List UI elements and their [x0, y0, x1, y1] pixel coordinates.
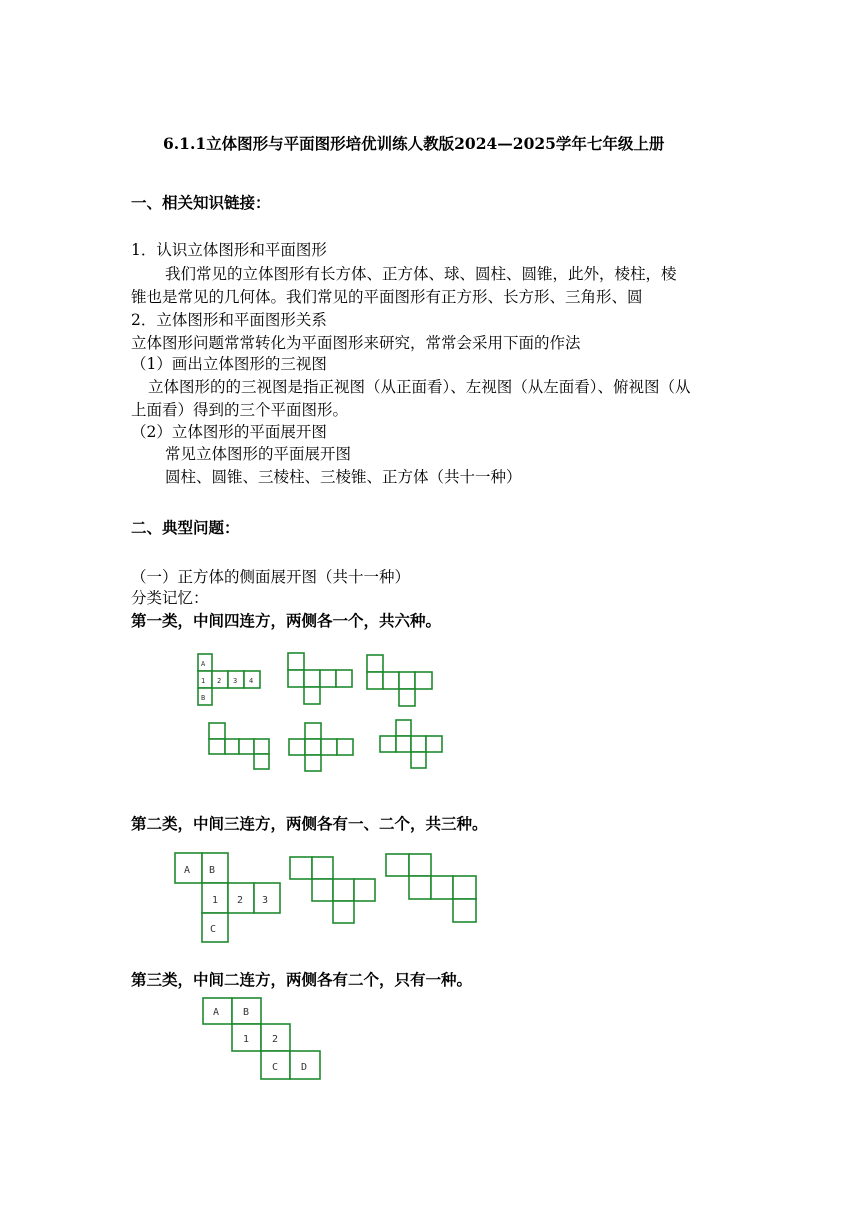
net-square [305, 739, 321, 755]
net-square [288, 653, 304, 670]
net-square [409, 876, 431, 899]
net-label-A: A [184, 865, 191, 876]
cube-net-3-1 [202, 997, 326, 1083]
part1-title: （一）正方体的侧面展开图（共十一种） [131, 568, 411, 586]
net-square [426, 736, 442, 752]
net-square [399, 689, 415, 706]
net-square [336, 670, 352, 687]
net-square [239, 739, 254, 754]
net-square [289, 739, 305, 755]
class3-heading: 第三类，中间二连方，两侧各有二个，只有一种。 [131, 970, 473, 989]
net-square [453, 876, 476, 899]
net-square [337, 739, 353, 755]
memo-label: 分类记忆： [131, 589, 209, 607]
section1-heading: 一、相关知识链接： [131, 193, 271, 212]
net-square [209, 723, 225, 739]
net-square [411, 752, 426, 768]
net-square [380, 736, 396, 752]
net-square [290, 857, 312, 879]
net-label-1: 1 [201, 677, 206, 685]
net-label-D: D [301, 1062, 308, 1073]
net-square [333, 879, 354, 901]
net-square [304, 670, 320, 687]
sub1-line1: 立体图形的的三视图是指正视图（从正面看）、左视图（从左面看）、俯视图（从 [148, 378, 691, 396]
cube-net-2-2 [289, 856, 377, 926]
net-square [367, 672, 383, 689]
class2-heading: 第二类，中间三连方，两侧各有一、二个，共三种。 [131, 814, 488, 833]
net-label-2: 2 [217, 677, 222, 685]
item2-line1: 立体图形问题常常转化为平面图形来研究，常常会采用下面的作法 [131, 334, 581, 352]
net-label-C: C [210, 924, 217, 935]
net-square [320, 670, 336, 687]
net-square [225, 739, 239, 754]
page-title: 6.1.1立体图形与平面图形培优训练人教版2024—2025学年七年级上册 [163, 134, 665, 153]
net-square [304, 687, 320, 704]
net-square [431, 876, 453, 899]
net-label-4: 4 [249, 677, 254, 685]
section2-heading: 二、典型问题： [131, 518, 240, 537]
net-square [453, 899, 476, 922]
net-label-C: C [272, 1062, 279, 1073]
cube-net-2-1 [174, 852, 284, 944]
net-label-3: 3 [233, 677, 238, 685]
net-square [411, 736, 426, 752]
net-label-B: B [201, 694, 206, 702]
net-label-2: 2 [272, 1034, 279, 1045]
cube-net-1-6 [379, 719, 447, 773]
item1-line2: 锥也是常见的几何体。我们常见的平面图形有正方形、长方形、三角形、圆 [131, 288, 643, 306]
net-square [254, 754, 269, 769]
net-square [409, 854, 431, 876]
net-square [396, 736, 411, 752]
item1-line1: 我们常见的立体图形有长方体、正方体、球、圆柱、圆锥，此外，棱柱，棱 [165, 265, 677, 283]
cube-net-2-3 [385, 853, 479, 925]
net-square [305, 723, 321, 739]
net-label-2: 2 [237, 895, 244, 906]
net-square [399, 672, 415, 689]
class1-heading: 第一类，中间四连方，两侧各一个，共六种。 [131, 611, 442, 630]
net-square [312, 857, 333, 879]
net-square [367, 655, 383, 672]
cube-net-1-4 [208, 722, 274, 772]
net-label-1: 1 [243, 1034, 250, 1045]
net-square [386, 854, 409, 876]
cube-net-1-2 [287, 652, 357, 706]
sub2-line1: 常见立体图形的平面展开图 [165, 445, 352, 463]
net-square [305, 755, 321, 771]
sub2-line2: 圆柱、圆锥、三棱柱、三棱锥、正方体（共十一种） [165, 468, 522, 486]
net-square [396, 720, 411, 736]
item2-title: 2．立体图形和平面图形关系 [131, 311, 327, 329]
net-square [321, 739, 337, 755]
net-square [354, 879, 375, 901]
sub1-title: （1）画出立体图形的三视图 [131, 355, 327, 373]
net-label-B: B [243, 1007, 250, 1018]
net-label-3: 3 [262, 895, 269, 906]
sub1-line2: 上面看）得到的三个平面图形。 [131, 401, 349, 419]
net-square [415, 672, 432, 689]
item1-title: 1．认识立体图形和平面图形 [131, 241, 327, 259]
cube-net-1-3 [366, 654, 438, 708]
cube-net-1-1 [196, 652, 268, 708]
sub2-title: （2）立体图形的平面展开图 [131, 423, 327, 441]
net-square [288, 670, 304, 687]
net-square [312, 879, 333, 901]
net-square [254, 739, 269, 754]
net-square [333, 901, 354, 923]
net-label-B: B [209, 865, 216, 876]
net-label-A: A [213, 1007, 220, 1018]
net-square [209, 739, 225, 754]
net-label-A: A [201, 660, 206, 668]
net-square [383, 672, 399, 689]
cube-net-1-5 [288, 722, 358, 774]
net-label-1: 1 [212, 895, 219, 906]
